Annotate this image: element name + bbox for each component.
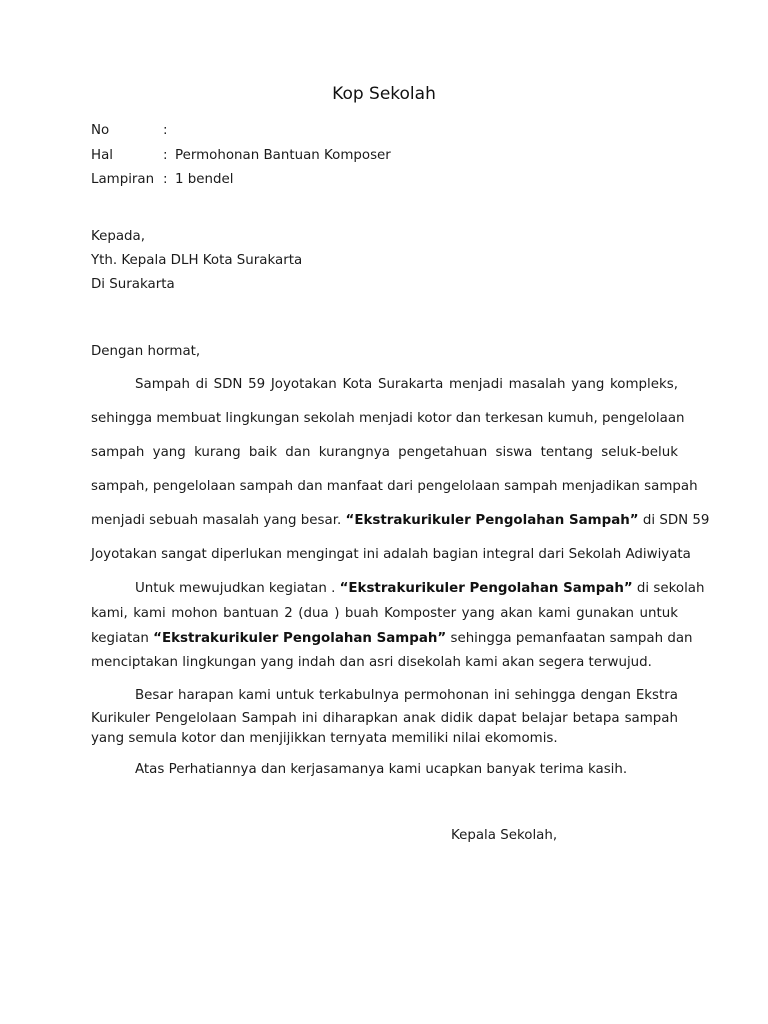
recipient-line: Di Surakarta: [91, 277, 175, 292]
greeting: Dengan hormat,: [91, 344, 201, 359]
text-run: sehingga pemanfaatan sampah dan: [446, 631, 693, 646]
paragraph-line: sampah yang kurang baik dan kurangnya pengetahuan siswa tentang seluk-beluk: [91, 445, 678, 460]
paragraph-line: yang semula kotor dan menjijikkan ternyata memiliki nilai ekomomis.: [91, 731, 558, 746]
program-name: “Ekstrakurikuler Pengolahan Sampah”: [339, 581, 633, 596]
paragraph-line: Sampah di SDN 59 Joyotakan Kota Surakarta menjadi masalah yang kompleks,: [135, 377, 678, 392]
letter-title: Kop Sekolah: [332, 84, 436, 104]
paragraph-line: kami, kami mohon bantuan 2 (dua ) buah Komposter yang akan kami gunakan untuk: [91, 606, 678, 621]
meta-colon: :: [163, 172, 168, 187]
meta-colon: :: [163, 148, 168, 163]
meta-value: Permohonan Bantuan Komposer: [175, 148, 391, 163]
text-run: menjadi sebuah masalah yang besar.: [91, 513, 346, 528]
meta-label: No: [91, 123, 110, 138]
meta-colon: :: [163, 123, 168, 138]
paragraph-line: [91, 629, 693, 649]
program-name: “Ekstrakurikuler Pengolahan Sampah”: [153, 631, 447, 646]
closing-line: Atas Perhatiannya dan kerjasamanya kami ucapkan banyak terima kasih.: [135, 762, 628, 777]
text-run: di SDN 59: [638, 513, 710, 528]
paragraph-line: Kurikuler Pengelolaan Sampah ini diharapkan anak didik dapat belajar betapa sampah: [91, 711, 678, 726]
meta-row-number: [91, 121, 175, 141]
recipient-line: Kepada,: [91, 229, 146, 244]
paragraph-line: [91, 511, 710, 531]
text-run: kegiatan: [91, 631, 154, 646]
meta-label: Lampiran: [91, 172, 155, 187]
recipient-line: Yth. Kepala DLH Kota Surakarta: [91, 253, 303, 268]
paragraph-line: Joyotakan sangat diperlukan mengingat ini adalah bagian integral dari Sekolah Adiwiyata: [91, 547, 691, 562]
meta-label: Hal: [91, 148, 113, 163]
paragraph-line: menciptakan lingkungan yang indah dan asri disekolah kami akan segera terwujud.: [91, 655, 652, 670]
meta-row-attachment: [91, 170, 233, 190]
meta-value: 1 bendel: [175, 172, 234, 187]
paragraph-line: sehingga membuat lingkungan sekolah menjadi kotor dan terkesan kumuh, pengelolaan: [91, 411, 685, 426]
meta-row-subject: [91, 146, 391, 166]
signature-title: Kepala Sekolah,: [451, 828, 558, 843]
program-name: “Ekstrakurikuler Pengolahan Sampah”: [345, 513, 639, 528]
text-run: Untuk mewujudkan kegiatan .: [135, 581, 340, 596]
paragraph-line: Besar harapan kami untuk terkabulnya permohonan ini sehingga dengan Ekstra: [135, 688, 678, 703]
text-run: di sekolah: [632, 581, 705, 596]
paragraph-line: sampah, pengelolaan sampah dan manfaat dari pengelolaan sampah menjadikan sampah: [91, 479, 698, 494]
paragraph-line: [135, 579, 705, 599]
